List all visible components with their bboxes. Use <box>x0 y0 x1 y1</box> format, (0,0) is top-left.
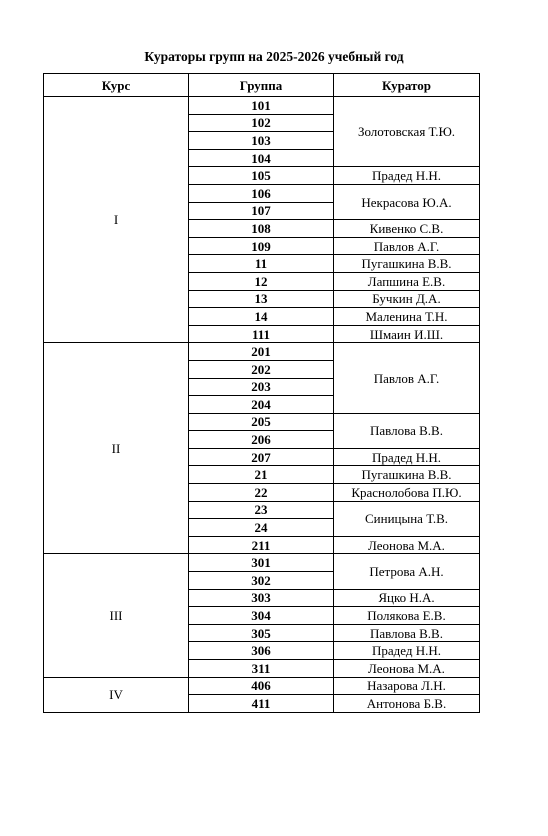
curator-cell: Пугашкина В.В. <box>334 466 480 484</box>
group-cell: 22 <box>189 484 334 502</box>
group-cell: 111 <box>189 325 334 343</box>
group-cell: 311 <box>189 660 334 678</box>
course-cell: II <box>44 343 189 554</box>
group-cell: 109 <box>189 237 334 255</box>
group-cell: 24 <box>189 519 334 537</box>
curator-cell: Леонова М.А. <box>334 536 480 554</box>
curator-cell: Шмаин И.Ш. <box>334 325 480 343</box>
group-cell: 108 <box>189 220 334 238</box>
curator-cell: Леонова М.А. <box>334 660 480 678</box>
group-cell: 205 <box>189 413 334 431</box>
curators-table <box>43 73 480 713</box>
curator-cell: Павлова В.В. <box>334 624 480 642</box>
group-cell: 101 <box>189 97 334 115</box>
course-cell: I <box>44 97 189 343</box>
group-cell: 202 <box>189 360 334 378</box>
curator-cell: Золотовская Т.Ю. <box>334 97 480 167</box>
group-cell: 301 <box>189 554 334 572</box>
group-cell: 211 <box>189 536 334 554</box>
table-row <box>44 343 480 361</box>
group-cell: 102 <box>189 114 334 132</box>
group-cell: 106 <box>189 184 334 202</box>
table-row <box>44 677 480 695</box>
course-cell: III <box>44 554 189 677</box>
group-cell: 11 <box>189 255 334 273</box>
group-cell: 207 <box>189 448 334 466</box>
group-cell: 13 <box>189 290 334 308</box>
group-cell: 406 <box>189 677 334 695</box>
curator-cell: Кивенко С.В. <box>334 220 480 238</box>
header-curator: Куратор <box>334 74 480 97</box>
group-cell: 14 <box>189 308 334 326</box>
group-cell: 105 <box>189 167 334 185</box>
table-row <box>44 554 480 572</box>
curator-cell: Лапшина Е.В. <box>334 272 480 290</box>
table-row <box>44 97 480 115</box>
curator-cell: Маленина Т.Н. <box>334 308 480 326</box>
curator-cell: Полякова Е.В. <box>334 607 480 625</box>
group-cell: 103 <box>189 132 334 150</box>
curator-cell: Бучкин Д.А. <box>334 290 480 308</box>
group-cell: 107 <box>189 202 334 220</box>
group-cell: 306 <box>189 642 334 660</box>
group-cell: 305 <box>189 624 334 642</box>
curator-cell: Прадед Н.Н. <box>334 167 480 185</box>
table-header <box>44 74 480 97</box>
curator-cell: Краснолобова П.Ю. <box>334 484 480 502</box>
curator-cell: Павлов А.Г. <box>334 237 480 255</box>
table-body <box>44 97 480 713</box>
group-cell: 21 <box>189 466 334 484</box>
group-cell: 203 <box>189 378 334 396</box>
group-cell: 411 <box>189 695 334 713</box>
group-cell: 23 <box>189 501 334 519</box>
group-cell: 201 <box>189 343 334 361</box>
group-cell: 104 <box>189 149 334 167</box>
curator-cell: Прадед Н.Н. <box>334 448 480 466</box>
curator-cell: Прадед Н.Н. <box>334 642 480 660</box>
header-group: Группа <box>189 74 334 97</box>
page-title: Кураторы групп на 2025-2026 учебный год <box>144 49 404 64</box>
group-cell: 204 <box>189 396 334 414</box>
curator-cell: Некрасова Ю.А. <box>334 184 480 219</box>
group-cell: 303 <box>189 589 334 607</box>
course-cell: IV <box>44 677 189 712</box>
group-cell: 304 <box>189 607 334 625</box>
curator-cell: Павлова В.В. <box>334 413 480 448</box>
group-cell: 206 <box>189 431 334 449</box>
header-course: Курс <box>44 74 189 97</box>
curator-cell: Пугашкина В.В. <box>334 255 480 273</box>
curator-cell: Яцко Н.А. <box>334 589 480 607</box>
header-row <box>44 74 480 97</box>
curator-cell: Павлов А.Г. <box>334 343 480 413</box>
group-cell: 12 <box>189 272 334 290</box>
group-cell: 302 <box>189 572 334 590</box>
curator-cell: Петрова А.Н. <box>334 554 480 589</box>
curator-cell: Синицына Т.В. <box>334 501 480 536</box>
curator-cell: Антонова Б.В. <box>334 695 480 713</box>
curator-cell: Назарова Л.Н. <box>334 677 480 695</box>
